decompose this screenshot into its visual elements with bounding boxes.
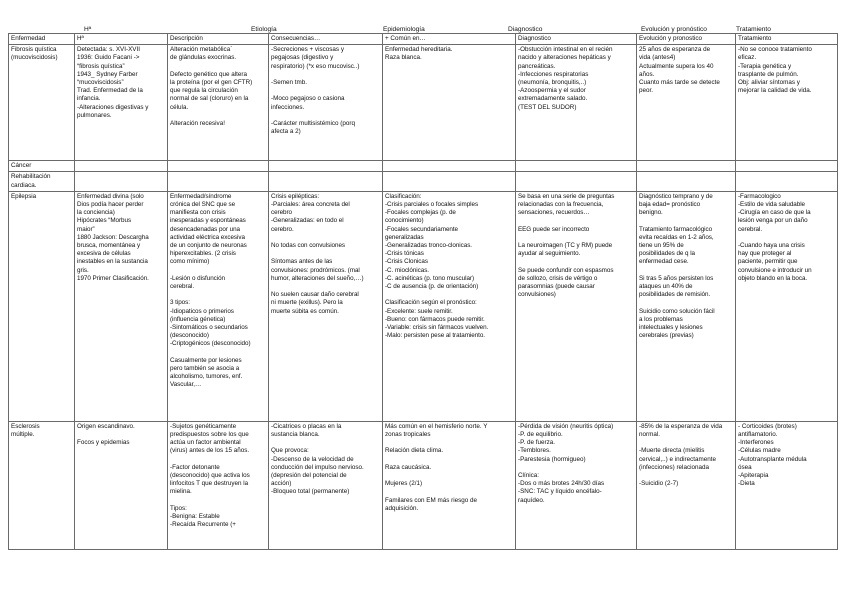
table-cell: Clasificación: -Crisis parciales o focales simples -Focales complejas (p. de conocimiento) -Focales secundariamente generalizadas -Generalizadas tronco-clonicas. -Crisis tónicas -Crisis Clonicas -C. mioclónicas. -C. acinéticas (p. tono muscular) -C de ausencia (p. de orientación) Clasificación según el pronóstico: -Excelente: suele remitir. -Bueno: con fármacos puede remitir. -Variable: crisis sin fármacos vuelven. -Malo: persisten pese al tratamiento. [383,191,516,421]
column-header: Descripción [168,34,269,45]
column-header-row [9,34,838,45]
table-cell: - Corticoides (brotes) antiflamatorio. -Interferones -Células madre -Autotransplante médula ósea -Apiterapia -Dieta [736,421,838,549]
table-cell [383,161,516,172]
table-cell: -85% de la esperanza de vida normal. -Muerte directa (mielitis cervical,..) e indirectamente (infecciones) relacionada -Suicidio (2-7) [637,421,736,549]
table-cell: Epilepsia [9,191,75,421]
table-cell [637,161,736,172]
table-cell: -Obstucción intestinal en el recién nacido y alteraciones hepáticas y pancreáticas. -Infecciones respiratorias (neumonía, bronquitis,..) -Azoospermia y el sudor extremadamente salado. (TEST DEL SUDOR) [516,45,637,161]
disease-table [8,33,838,550]
table-cell: -Sujetos genéticamente predispuestos sobre los que actúa un factor ambiental (virus) antes de los 15 años. -Factor detonante (desconocido) que activa los linfocitos T que destruyen la mielina. Tipos: -Benigna: Estable -Recaída Recurrente (+ [168,421,269,549]
table-cell [168,172,269,191]
table-cell [516,161,637,172]
table-cell [75,161,168,172]
table-cell: -Pérdida de visión (neuritis óptica) -P. de equilibrio. -P. de fuerza. -Temblores. -Parestesia (hormigueo) Clínica: -Dos o más brotes 24h/30 días -SNC: TAC y líquido encéfalo- raquídeo. [516,421,637,549]
table-cell: Más común en el hemisferio norte. Y zonas tropicales Relación dieta clima. Raza caucásica. Mujeres (2/1) Familares con EM más riesgo de adquisición. [383,421,516,549]
table-cell [168,161,269,172]
table-cell: Enfermedad hereditaria. Raza blanca. [383,45,516,161]
column-header: Enfermedad [9,34,75,45]
table-cell: -Secreciones + viscosas y pegajosas (digestivo y respiratorio) (*x eso mucovisc..) -Semen tmb. -Moco pegajoso o casiona infecciones. -Carácter multisistémico (porq afecta a 2) [269,45,383,161]
table-cell: Diagnóstico temprano y de baja edad= pronóstico benigno. Tratamiento farmacológico evita recaídas en 1-2 años, tiene un 95% de posibilidades de q la enfermedad cese. Si tras 5 años persisten los ataques un 40% de posibilidades de remisión. Suicidio como solución fácil a los problemas intelectuales y lesiones cerebrales (previas) [637,191,736,421]
column-header: Hª [75,34,168,45]
table-cell: Crisis epilépticas: -Parciales: área concreta del cerebro -Generalizadas: en todo el cerebro. No todas con convulsiones Síntomas antes de las convulsiones: prodrómicos. (mal humor, alteraciones del sueño,…) No suelen causar daño cerebral ni muerte (exillus). Pero la muerte súbita es común. [269,191,383,421]
table-row-cardiac-rehab [9,172,838,191]
table-cell: Enfermedad/síndrome crónica del SNC que se manifiesta con crisis inesperadas y espontáneas desencadenadas por una actividad eléctrica excesiva de un conjunto de neuronas hiperexcitables. (2 crisis como mínimo) -Lesión o disfunción cerebral. 3 tipos: -Idiopaticos o primerios (influencia génetica) -Sintomáticos o secundarios (desconocido) -Criptogénicos (desconocido) Casualmente por lesiones pero también se asocia a alcoholismo, tumores, enf. Vascular,… [168,191,269,421]
table-cell: Esclerosis múltiple. [9,421,75,549]
column-header: Evolución y pronostico [637,34,736,45]
column-header: Consecuencias… [269,34,383,45]
table-cell: Fibrosis quística (mucoviscidosis) [9,45,75,161]
column-header: Diagnostico [516,34,637,45]
table-cell [516,172,637,191]
table-cell [383,172,516,191]
table-cell: Alteración metabólica` de glándulas exocrinas. Defecto genético que altera la proteína (por el gen CFTR) que regula la circulación normal de sal (cloruro) en la célula. Alteración recesiva! [168,45,269,161]
table-cell: -No se conoce tratamiento eficaz. -Terapia genética y trasplante de pulmón. Obj: aliviar síntomas y mejorar la calidad de vida. [736,45,838,161]
top-header-evolution: Evolución y pronóstico [641,26,707,33]
top-header-etiology: Etiología [251,26,277,33]
table-cell: Cáncer [9,161,75,172]
table-row-cancer [9,161,838,172]
table-cell [75,172,168,191]
table-cell [637,172,736,191]
top-header-epidemiology: Epidemiología [383,26,425,33]
table-cell [736,172,838,191]
table-cell: Origen escandinavo. Focos y epidemias [75,421,168,549]
top-header-history: Hª [84,26,92,33]
column-header: Tratamiento [736,34,838,45]
top-header-diagnosis: Diagnostico [508,26,543,33]
table-cell: Se basa en una serie de preguntas relacionadas con la frecuencia, sensaciones, recuerdos… EEG puede ser incorrecto La neuroimagen (TC y RM) puede ayudar al seguimiento. Se puede confundir con espasmos de sollozo, crisis de vértigo o parasomnias (puede causar convulsiones) [516,191,637,421]
table-cell [269,172,383,191]
table-cell: 25 años de esperanza de vida (antes4) Actualmente supera los 40 años. Cuanto más tarde se detecte peor. [637,45,736,161]
table-cell [269,161,383,172]
table-cell [736,161,838,172]
table-cell: Detectada: s. XVI-XVII 1936: Guido Facani -> “fibrosis quística” 1943_ Sydney Farber “mucoviscidosis” Trad. Enfermedad de la infancia. -Alteraciones digestivas y pulmonares. [75,45,168,161]
top-header-treatment: Tratamiento [736,26,771,33]
table-cell: Rehabilitación cardiaca. [9,172,75,191]
table-row-cystic-fibrosis [9,45,838,161]
column-header: + Común en… [383,34,516,45]
table-cell: Enfermedad divina (solo Dios podía hacer perder la conciencia) Hipócrates “Morbus maior” 1880 Jackson: Descargha brusca, momentánea y excesiva de células inestables en la sustancia gris. 1970 Primer Clasificación. [75,191,168,421]
table-cell: -Cicatrices o placas en la sustancia blanca. Que provoca: -Descenso de la velocidad de conducción del impulso nervioso. (depresión del potencial de acción) -Bloqueo total (permanente) [269,421,383,549]
table-row-multiple-sclerosis [9,421,838,549]
table-row-epilepsy [9,191,838,421]
table-cell: -Farmacologico -Estilo de vida saludable -Cirugía en caso de que la lesión venga por un daño cerebral. -Cuando haya una crisis hay que proteger al paciente, permitir que convulsione e introducir un objeto blando en la boca. [736,191,838,421]
